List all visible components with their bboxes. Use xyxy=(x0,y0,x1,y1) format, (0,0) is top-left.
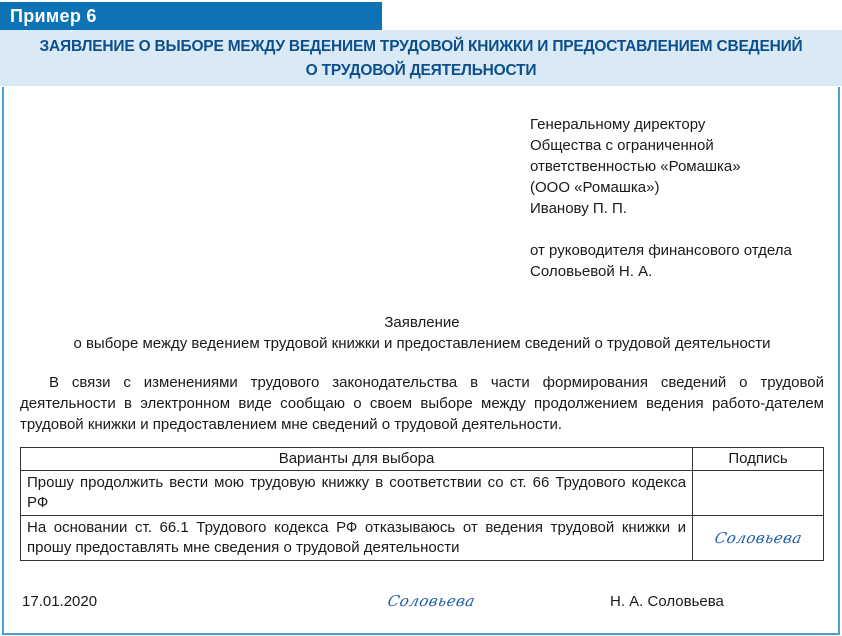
addressee-line: Общества с ограниченной xyxy=(530,137,714,154)
title-line-2: О ТРУДОВОЙ ДЕЯТЕЛЬНОСТИ xyxy=(305,62,537,79)
footer-signature-holder xyxy=(388,592,475,611)
addressee-line: (ООО «Ромашка») xyxy=(530,179,660,196)
footer-date: 17.01.2020 xyxy=(22,593,98,610)
addressee-line: ответственностью «Ромашка» xyxy=(530,158,741,175)
option-text: Прошу продолжить вести мою трудовую книжку в соответствии со ст. 66 Трудового кодекса РФ xyxy=(21,471,693,516)
header-signature: Подпись xyxy=(693,448,824,471)
addressee-block xyxy=(530,114,792,282)
signature: Соловьева xyxy=(712,528,804,547)
option-text: На основании ст. 66.1 Трудового кодекса РФ отказываюсь от ведения трудовой книжки и прошу предоставлять мне сведения о трудовой деятельности xyxy=(21,516,693,561)
header-options: Варианты для выбора xyxy=(21,448,693,471)
statement-heading xyxy=(20,312,824,354)
statement-title: Заявление xyxy=(384,314,460,331)
example-tag: Пример 6 xyxy=(0,2,382,30)
table-header-row xyxy=(21,448,824,471)
sender-line: от руководителя финансового отдела xyxy=(530,242,792,259)
addressee-line: Генеральному директору xyxy=(530,116,706,133)
addressee-line: Иванову П. П. xyxy=(530,200,627,217)
footer-name: Н. А. Соловьева xyxy=(610,593,724,610)
title-line-1: ЗАЯВЛЕНИЕ О ВЫБОРЕ МЕЖДУ ВЕДЕНИЕМ ТРУДОВОЙ КНИЖКИ И ПРЕДОСТАВЛЕНИЕМ СВЕДЕНИЙ xyxy=(39,38,803,55)
addressee-spacer xyxy=(530,219,792,240)
statement-body: В связи с изменениями трудового законодательства в части формирования сведений о трудовой деятельности в электронном виде сообщаю о своем выборе между продолжением ведения работо-дателем трудовой книжки и предоставлением мне сведений о трудовой деятельности. xyxy=(20,374,824,433)
statement-subtitle: о выборе между ведением трудовой книжки и предоставлением сведений о трудовой деятельности xyxy=(73,335,771,352)
document-title-band xyxy=(0,30,842,86)
table-row xyxy=(21,516,824,561)
footer-signature: Соловьева xyxy=(386,592,477,610)
choice-table xyxy=(20,447,824,561)
signature-cell xyxy=(693,471,824,516)
table-row xyxy=(21,471,824,516)
sender-line: Соловьевой Н. А. xyxy=(530,263,653,280)
signature-cell xyxy=(693,516,824,561)
